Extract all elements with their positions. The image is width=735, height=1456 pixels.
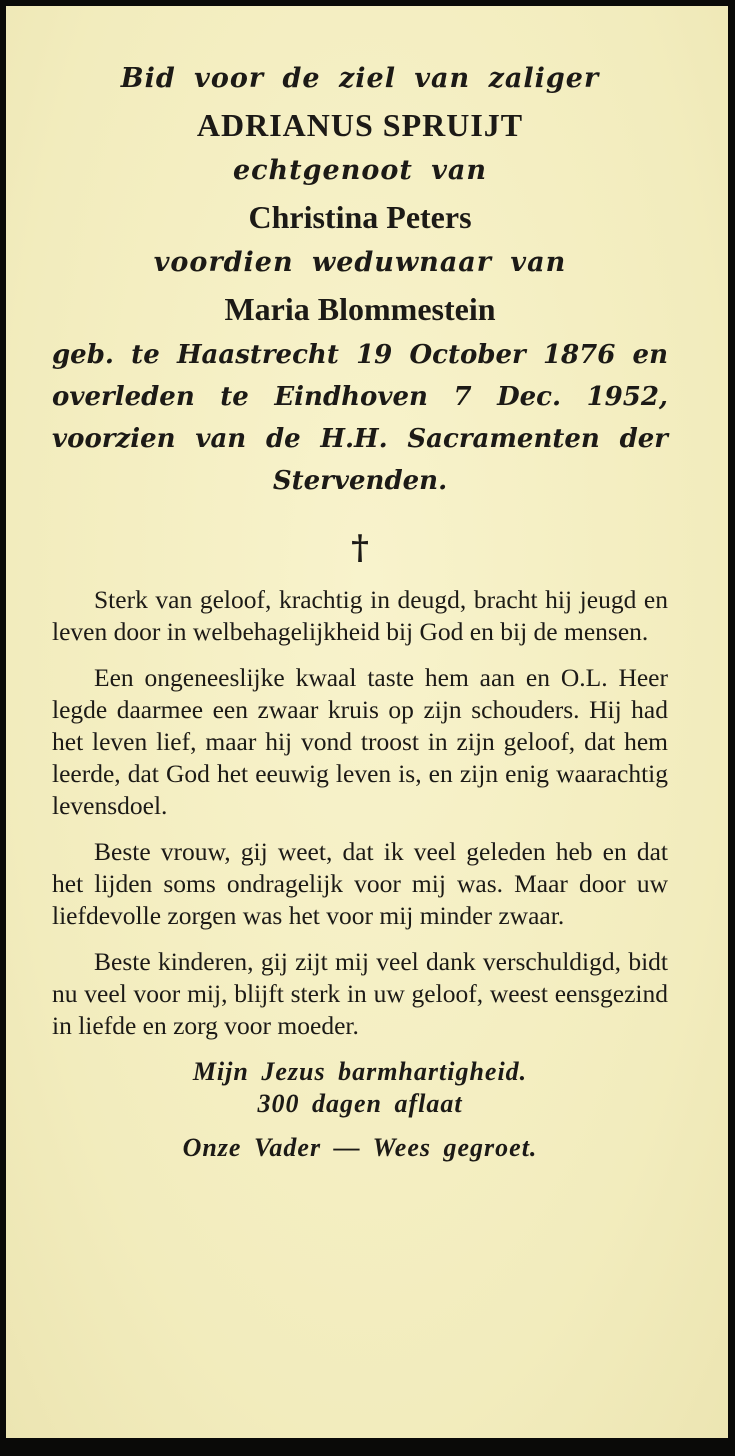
prayers-text: Onze Vader — Wees gegroet. bbox=[182, 1133, 538, 1162]
memorial-text bbox=[52, 584, 668, 1042]
card-heading bbox=[52, 56, 668, 332]
spouse-name: Christina Peters bbox=[248, 199, 472, 235]
former-spouse-name: Maria Blommestein bbox=[224, 291, 496, 327]
ejaculation-text: Mijn Jezus barmhartigheid. bbox=[192, 1057, 528, 1086]
paragraph: Een ongeneeslijke kwaal taste hem aan en O.L. Heer legde daarmee een zwaar kruis op zijn schouders. Hij had het leven lief, maar hij vond troost in zijn geloof, dat hem leerde, dat God het eeuwig leven is, en zijn enig waarachtig levensdoel. bbox=[52, 663, 668, 820]
spouse-label: echtgenoot van bbox=[232, 155, 488, 186]
paragraph: Sterk van geloof, krachtig in deugd, bracht hij jeugd en leven door in welbehagelijkheid bij God en bij de mensen. bbox=[52, 585, 668, 646]
biography-text: geb. te Haastrecht 19 October 1876 en overleden te Eindhoven 7 Dec. 1952, voorzien van de H.H. Sacramenten der Stervenden. bbox=[52, 340, 668, 496]
memorial-card bbox=[6, 6, 728, 1438]
paragraph: Beste vrouw, gij weet, dat ik veel geleden heb en dat het lijden soms ondragelijk voor mij was. Maar door uw liefdevolle zorgen was het voor mij minder zwaar. bbox=[52, 837, 668, 930]
closing-prayers bbox=[52, 1056, 668, 1164]
widower-label: voordien weduwnaar van bbox=[153, 247, 567, 278]
indulgence-text: 300 dagen aflaat bbox=[257, 1089, 463, 1118]
paragraph: Beste kinderen, gij zijt mij veel dank verschuldigd, bidt nu veel voor mij, blijft sterk in uw geloof, weest eensgezind in liefde en zorg voor moeder. bbox=[52, 947, 668, 1040]
deceased-name: ADRIANUS SPRUIJT bbox=[196, 107, 524, 143]
intro-text: Bid voor de ziel van zaliger bbox=[120, 63, 600, 94]
cross-icon: † bbox=[351, 528, 369, 568]
